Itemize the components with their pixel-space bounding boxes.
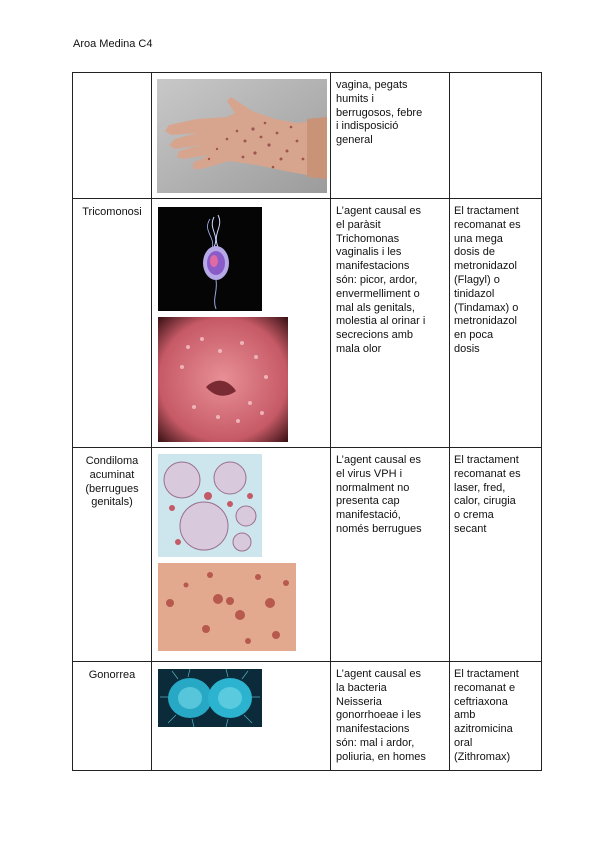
disease-treatment: El tractament recomanat es una mega dosis de metronidazol (Flagyl) o tinidazol (Tindamax) o metronidazol en poca dosis xyxy=(454,205,521,355)
image-cell xyxy=(152,199,331,448)
skin-warts-photo xyxy=(158,563,296,651)
disease-name: Gonorrea xyxy=(88,669,136,681)
inflamed-mucosa-photo xyxy=(158,317,288,442)
description-cell xyxy=(331,199,450,448)
disease-name-cell xyxy=(73,448,152,662)
description-cell xyxy=(331,448,450,662)
image-cell xyxy=(152,662,331,771)
table-row xyxy=(73,73,542,199)
table-row xyxy=(73,199,542,448)
disease-name: Tricomonosi xyxy=(82,206,142,218)
page-header-author: Aroa Medina C4 xyxy=(73,38,153,50)
disease-table xyxy=(72,72,542,771)
treatment-cell xyxy=(450,662,542,771)
disease-description: L’agent causal es el paràsit Trichomonas vaginalis i les manifestacions són: picor, ardor, envermelliment o mal als genitals, molestia al orinar i secrecions amb mala olor xyxy=(336,205,426,355)
treatment-cell xyxy=(450,448,542,662)
image-cell xyxy=(152,448,331,662)
description-cell xyxy=(331,662,450,771)
table-row xyxy=(73,448,542,662)
disease-name-cell xyxy=(73,199,152,448)
disease-name-cell xyxy=(73,662,152,771)
disease-description: vagina, pegats humits i berrugosos, febre i indisposició general xyxy=(336,79,423,147)
hand-with-rash-photo xyxy=(157,79,327,193)
disease-treatment: El tractament recomanat es laser, fred, calor, cirugia o crema secant xyxy=(454,454,521,535)
neisseria-bacteria-illustration xyxy=(158,669,262,727)
disease-description: L’agent causal es el virus VPH i normalment no presenta cap manifestació, només berrugues xyxy=(336,454,422,535)
treatment-cell xyxy=(450,199,542,448)
disease-treatment: El tractament recomanat e ceftriaxona amb azitromicina oral (Zithromax) xyxy=(454,668,519,763)
disease-name: Condiloma acuminat (berrugues genitals) xyxy=(85,455,139,509)
disease-description: L’agent causal es la bacteria Neisseria gonorrhoeae i les manifestacions són: mal i ardor, poliuria, en homes xyxy=(336,668,426,763)
description-cell xyxy=(331,73,450,199)
hpv-virus-illustration xyxy=(158,454,262,557)
table-row xyxy=(73,662,542,771)
treatment-cell xyxy=(450,73,542,199)
trichomonas-parasite-illustration xyxy=(158,207,262,311)
image-cell xyxy=(152,73,331,199)
disease-name-cell xyxy=(73,73,152,199)
